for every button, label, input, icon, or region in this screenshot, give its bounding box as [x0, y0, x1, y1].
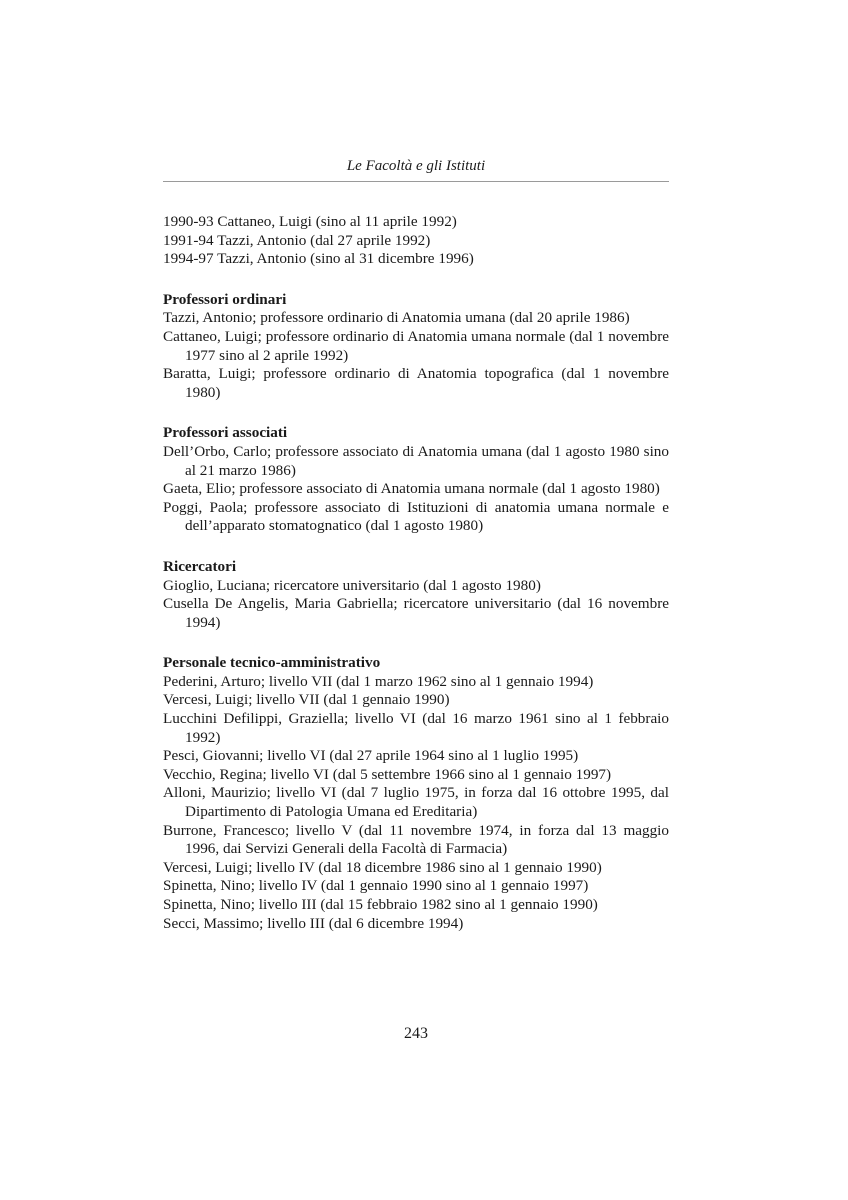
list-item: Dell’Orbo, Carlo; professore associato di Anatomia umana (dal 1 agosto 1980 sino al 21 marzo 1986): [163, 442, 669, 479]
list-item: Tazzi, Antonio; professore ordinario di Anatomia umana (dal 20 aprile 1986): [163, 309, 630, 327]
section-personale-tecnico-amministrativo: [163, 654, 669, 933]
list-item: Spinetta, Nino; livello IV (dal 1 gennaio 1990 sino al 1 gennaio 1997): [163, 877, 589, 895]
header-rule: [163, 181, 669, 182]
list-item: Cusella De Angelis, Maria Gabriella; ricercatore universitario (dal 16 novembre 1994): [163, 595, 669, 631]
list-item: Gaeta, Elio; professore associato di Anatomia umana normale (dal 1 agosto 1980): [163, 480, 660, 498]
list-item: Burrone, Francesco; livello V (dal 11 novembre 1974, in forza dal 13 maggio 1996, dai Servizi Generali della Facoltà di Farmacia): [163, 821, 669, 858]
section-ricercatori: [163, 558, 669, 632]
list-item: Vercesi, Luigi; livello IV (dal 18 dicembre 1986 sino al 1 gennaio 1990): [163, 858, 602, 876]
page-number: 243: [404, 1025, 428, 1042]
list-item: Gioglio, Luciana; ricercatore universitario (dal 1 agosto 1980): [163, 576, 541, 594]
section-title: Professori associati: [163, 424, 288, 442]
list-item: Vecchio, Regina; livello VI (dal 5 settembre 1966 sino al 1 gennaio 1997): [163, 765, 612, 783]
director-entry: 1994-97 Tazzi, Antonio (sino al 31 dicembre 1996): [163, 250, 474, 268]
section-professori-ordinari: [163, 291, 669, 403]
director-entry: 1990-93 Cattaneo, Luigi (sino al 11 aprile 1992): [163, 213, 457, 230]
section-professori-associati: [163, 424, 669, 536]
list-item: Baratta, Luigi; professore ordinario di Anatomia topografica (dal 1 novembre 1980): [163, 365, 669, 401]
section-title: Ricercatori: [163, 557, 237, 575]
page-body: [163, 213, 669, 933]
section-title: Personale tecnico-amministrativo: [163, 654, 381, 672]
list-item: Cattaneo, Luigi; professore ordinario di Anatomia umana normale (dal 1 novembre 1977 sino al 2 aprile 1992): [163, 327, 669, 364]
list-item: Secci, Massimo; livello III (dal 6 dicembre 1994): [163, 914, 464, 932]
running-head-title: Le Facoltà e gli Istituti: [346, 158, 486, 174]
list-item: Pederini, Arturo; livello VII (dal 1 marzo 1962 sino al 1 gennaio 1994): [163, 672, 594, 690]
list-item: Spinetta, Nino; livello III (dal 15 febbraio 1982 sino al 1 gennaio 1990): [163, 896, 598, 913]
list-item: Pesci, Giovanni; livello VI (dal 27 aprile 1964 sino al 1 luglio 1995): [163, 747, 579, 765]
section-title: Professori ordinari: [163, 290, 287, 308]
list-item: Poggi, Paola; professore associato di Istituzioni di anatomia umana normale e dell’apparato stomatognatico (dal 1 agosto 1980): [163, 498, 669, 535]
directors-list: [163, 213, 669, 269]
list-item: Vercesi, Luigi; livello VII (dal 1 gennaio 1990): [163, 691, 450, 709]
list-item: Alloni, Maurizio; livello VI (dal 7 luglio 1975, in forza dal 16 ottobre 1995, dal Dipartimento di Patologia Umana ed Ereditaria): [163, 784, 669, 821]
list-item: Lucchini Defilippi, Graziella; livello VI (dal 16 marzo 1961 sino al 1 febbraio 1992): [163, 710, 669, 746]
director-entry: 1991-94 Tazzi, Antonio (dal 27 aprile 1992): [163, 231, 431, 249]
